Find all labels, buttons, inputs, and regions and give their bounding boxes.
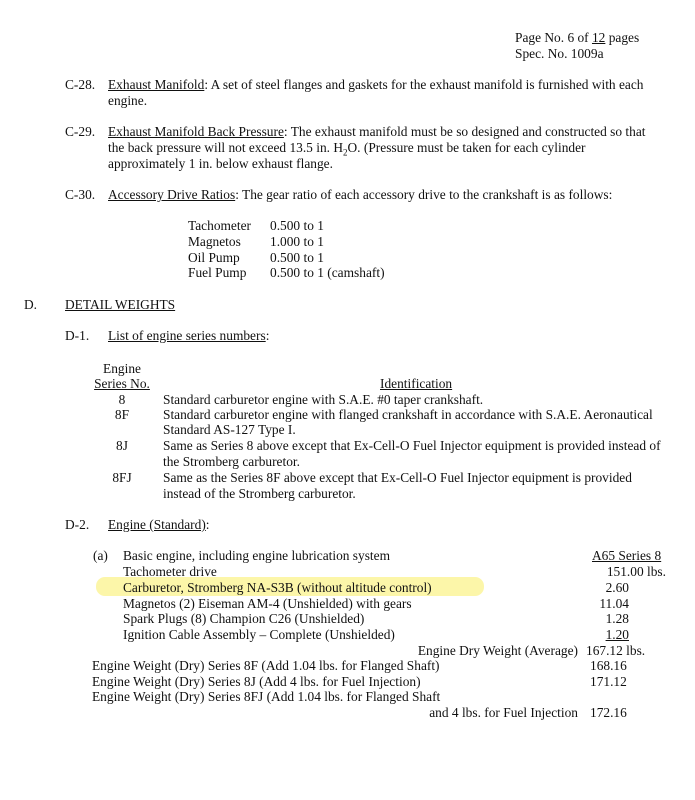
dry-weight-label: Engine Weight (Dry) Series 8J (Add 4 lbs. for Fuel Injection): [92, 674, 421, 689]
weight-item: Magnetos (2) Eiseman AM-4 (Unshielded) with gears: [123, 596, 412, 611]
weight-item: Spark Plugs (8) Champion C26 (Unshielded): [123, 611, 365, 626]
c30-line1: Accessory Drive Ratios: The gear ratio of each accessory drive to the crankshaft is as follows:: [108, 187, 613, 202]
d1-title: List of engine series numbers: [108, 328, 266, 343]
series-number: 8: [118, 392, 126, 407]
c30-title: Accessory Drive Ratios: [108, 187, 236, 202]
dry-weight-label: Engine Weight (Dry) Series 8FJ (Add 1.04 lbs. for Flanged Shaft: [92, 689, 441, 704]
col-engine-header: Engine: [103, 361, 141, 376]
d1-heading: List of engine series numbers:: [108, 328, 270, 343]
weight-value: 11.04: [599, 596, 629, 611]
dry-weight-label: Engine Weight (Dry) Series 8F (Add 1.04 lbs. for Flanged Shaft): [92, 658, 440, 673]
c29-number: C-29.: [65, 124, 96, 139]
ratio-name: Fuel Pump: [188, 265, 247, 280]
series-identification: Standard carburetor engine with flanged crankshaft in accordance with S.A.E. Aeronautical: [163, 407, 653, 422]
series-identification: Same as the Series 8F above except that Ex-Cell-O Fuel Injector equipment is provided: [163, 470, 632, 485]
c29-line1: Exhaust Manifold Back Pressure: The exhaust manifold must be so designed and constructed so that: [108, 124, 646, 139]
dry-weight-value: 168.16: [590, 658, 627, 673]
ratio-value: 0.500 to 1 (camshaft): [270, 265, 385, 280]
ratio-name: Magnetos: [188, 234, 241, 249]
weight-value: 2.60: [605, 580, 629, 595]
dry-weight-average-label: Engine Dry Weight (Average): [417, 643, 578, 658]
c29-title: Exhaust Manifold Back Pressure: [108, 124, 284, 139]
c30-number: C-30.: [65, 187, 96, 202]
series-identification-cont: the Stromberg carburetor.: [163, 454, 300, 469]
ratio-value: 1.000 to 1: [270, 234, 324, 249]
spec-number: Spec. No. 1009a: [515, 46, 604, 61]
c28-title: Exhaust Manifold: [108, 77, 205, 92]
series-identification: Same as Series 8 above except that Ex-Cell-O Fuel Injector equipment is provided instead of: [163, 438, 661, 453]
ratio-value: 0.500 to 1: [270, 218, 324, 233]
ratio-name: Oil Pump: [188, 250, 240, 265]
c29-line2: the back pressure will not exceed 13.5 in. $H_2O$. (Pressure must be taken for each cylinder: [108, 140, 586, 158]
weight-column-header: A65 Series 8: [592, 548, 662, 563]
series-identification-cont: Standard AS-127 Type I.: [163, 422, 296, 437]
d2-title: Engine (Standard): [108, 517, 206, 532]
c28-line2: engine.: [108, 93, 148, 108]
col-identification-header: Identification: [380, 376, 453, 391]
c28-number: C-28.: [65, 77, 96, 92]
series-number: 8FJ: [112, 470, 132, 485]
ratio-value: 0.500 to 1: [270, 250, 324, 265]
ratio-name: Tachometer: [188, 218, 252, 233]
dry-weight-value: 171.12: [590, 674, 627, 689]
d1-number: D-1.: [65, 328, 90, 343]
col-series-header: Series No.: [94, 376, 150, 391]
d2-number: D-2.: [65, 517, 90, 532]
weight-value: 1.20: [605, 627, 629, 642]
series-identification: Standard carburetor engine with S.A.E. #0 taper crankshaft.: [163, 392, 484, 407]
weight-value: 1.28: [605, 611, 629, 626]
dry-weight-cont-label: and 4 lbs. for Fuel Injection: [429, 705, 578, 720]
series-identification-cont: instead of the Stromberg carburetor.: [163, 486, 356, 501]
page-total: 12: [591, 30, 606, 45]
weight-value: 151.00 lbs.: [606, 564, 666, 579]
weight-item: Ignition Cable Assembly – Complete (Unshielded): [123, 627, 395, 642]
section-d-letter: D.: [24, 297, 38, 312]
dry-weight-cont-value: 172.16: [590, 705, 627, 720]
c29-line3: approximately 1 in. below exhaust flange.: [108, 156, 333, 171]
section-d-title: DETAIL WEIGHTS: [65, 297, 176, 312]
c28-line1: Exhaust Manifold: A set of steel flanges and gaskets for the exhaust manifold is furnished with each: [108, 77, 644, 92]
d2-a-label: (a): [93, 548, 108, 563]
series-number: 8J: [116, 438, 128, 453]
d2-heading: Engine (Standard):: [108, 517, 210, 532]
dry-weight-average-value: 167.12 lbs.: [586, 643, 646, 658]
weight-item: Tachometer drive: [123, 564, 217, 579]
weight-item: Basic engine, including engine lubrication system: [123, 548, 391, 563]
page-number: Page No. 6 of 12 pages: [515, 30, 640, 45]
weight-item: Carburetor, Stromberg NA-S3B (without altitude control): [123, 580, 432, 595]
series-number: 8F: [114, 407, 130, 422]
